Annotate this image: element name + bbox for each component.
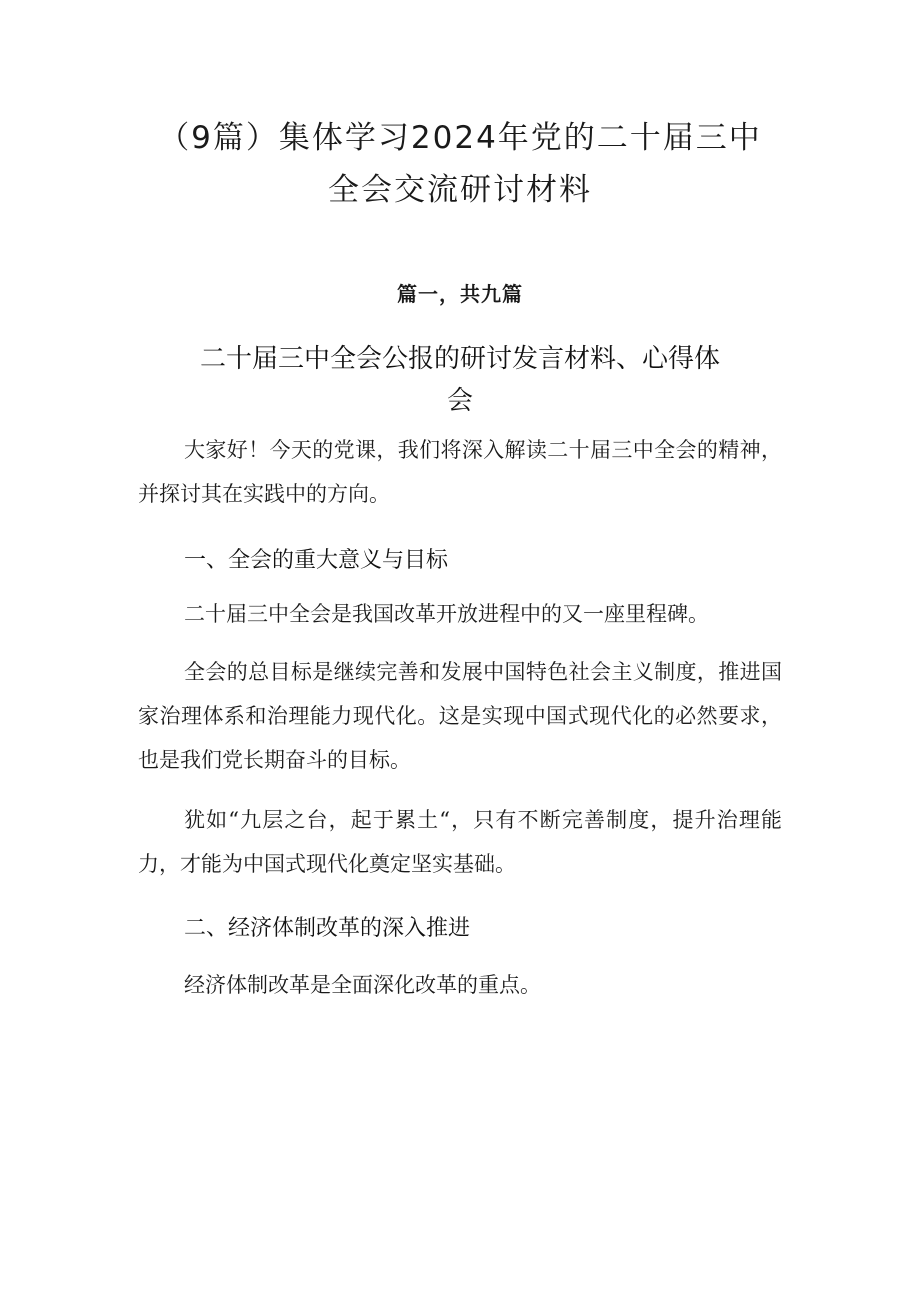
economy-paragraph: 经济体制改革是全面深化改革的重点。 bbox=[184, 973, 541, 997]
heading-economic-reform: 二、经济体制改革的深入推进 bbox=[184, 916, 471, 941]
section-title-line-2: 会 bbox=[446, 386, 473, 416]
intro-paragraph: 大家好！今天的党课，我们将深入解读二十届三中全会的精神，并探讨其在实践中的方向。 bbox=[138, 438, 782, 506]
document-title-line-1: （9篇）集体学习2024年党的二十届三中 bbox=[158, 120, 762, 156]
quote-paragraph: 犹如“九层之台，起于累土“，只有不断完善制度，提升治理能力，才能为中国式现代化奠定坚实基础。 bbox=[138, 808, 782, 876]
milestone-paragraph: 二十届三中全会是我国改革开放进程中的又一座里程碑。 bbox=[184, 602, 709, 626]
part-label: 篇一，共九篇 bbox=[397, 282, 523, 306]
heading-significance-and-goals: 一、全会的重大意义与目标 bbox=[184, 548, 449, 573]
section-title-line-1: 二十届三中全会公报的研讨发言材料、心得体 bbox=[199, 344, 720, 374]
document-title-line-2: 全会交流研讨材料 bbox=[328, 172, 592, 208]
goal-paragraph: 全会的总目标是继续完善和发展中国特色社会主义制度，推进国家治理体系和治理能力现代化。这是实现中国式现代化的必然要求，也是我们党长期奋斗的目标。 bbox=[138, 660, 782, 772]
